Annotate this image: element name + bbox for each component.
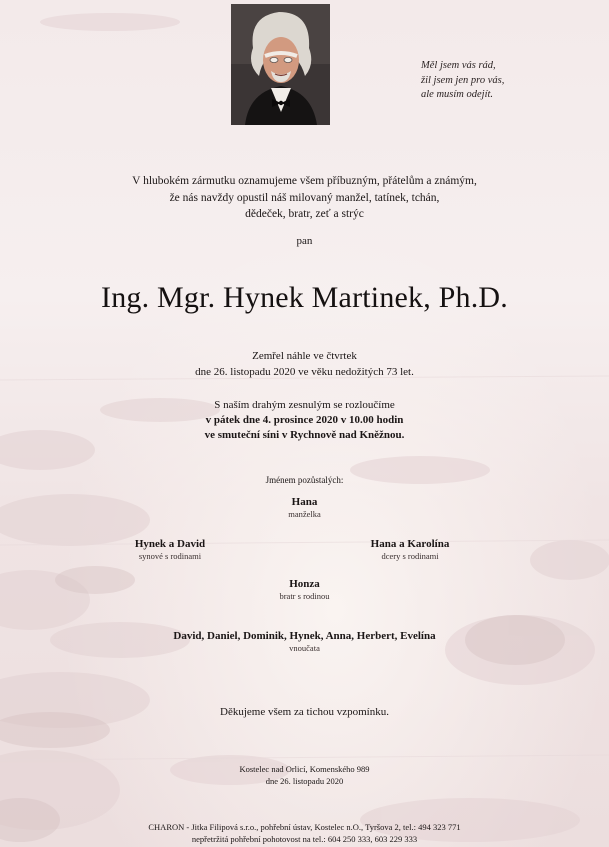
footer-line: CHARON - Jitka Filipová s.r.o., pohřební ústav, Kostelec n.O., Tyršova 2, tel.: 494 323 771 [148,822,461,832]
death-info [0,348,609,380]
mourner-wife [0,495,609,520]
announcement-intro [0,173,609,223]
mourner-name: Honza [289,578,320,590]
mourner-grandchildren [0,629,609,654]
mourner-daughters [340,537,480,562]
intro-line: že nás navždy opustil náš milovaný manžel, tatínek, tchán, [169,191,440,204]
mourners-heading: Jménem pozůstalých: [265,475,344,485]
mourner-relation: manželka [288,509,321,519]
farewell-line: S naším drahým zesnulým se rozloučíme [214,399,395,411]
farewell-date: v pátek dne 4. prosince 2020 v 10.00 hodin [205,414,404,426]
mourner-name: David, Daniel, Dominik, Hynek, Anna, Herbert, Evelína [173,630,436,642]
farewell-place: ve smuteční síni v Rychnově nad Kněžnou. [204,429,405,441]
thanks-line: Děkujeme všem za tichou vzpomínku. [220,706,389,718]
death-date-line: dne 26. listopadu 2020 ve věku nedožitých 73 let. [195,366,414,378]
intro-line: V hlubokém zármutku oznamujeme všem příbuzným, přátelům a známým, [132,175,477,187]
address-line: Kostelec nad Orlicí, Komenského 989 [239,764,370,774]
deceased-name: Ing. Mgr. Hynek Martinek, Ph.D. [101,281,508,314]
mourner-sons [100,537,240,562]
motto-line: Měl jsem vás rád, [421,60,496,71]
address-date: dne 26. listopadu 2020 [265,775,344,786]
mourner-relation: vnoučata [289,643,320,653]
intro-line: dědeček, bratr, zeť a strýc [245,208,364,220]
mourner-brother [0,577,609,602]
mourner-name: Hana [291,496,318,508]
address-block [0,764,609,787]
footer-line: nepřetržitá pohřební pohotovost na tel.: 604 250 333, 603 229 333 [191,833,418,844]
mourner-name: Hana a Karolína [370,538,450,550]
motto-line: ale musím odejít. [421,89,494,100]
mourner-name: Hynek a David [134,538,206,550]
mourner-relation: dcery s rodinami [381,551,439,561]
death-line: Zemřel náhle ve čtvrtek [252,350,357,362]
title-pan: pan [296,235,313,247]
motto-verse [421,59,504,103]
mourner-relation: bratr s rodinou [279,591,330,601]
motto-line: žil jsem jen pro vás, [421,74,505,86]
portrait-photo [231,4,330,125]
funeral-service-footer [0,822,609,845]
farewell-info [0,398,609,443]
mourner-relation: synové s rodinami [138,551,202,561]
